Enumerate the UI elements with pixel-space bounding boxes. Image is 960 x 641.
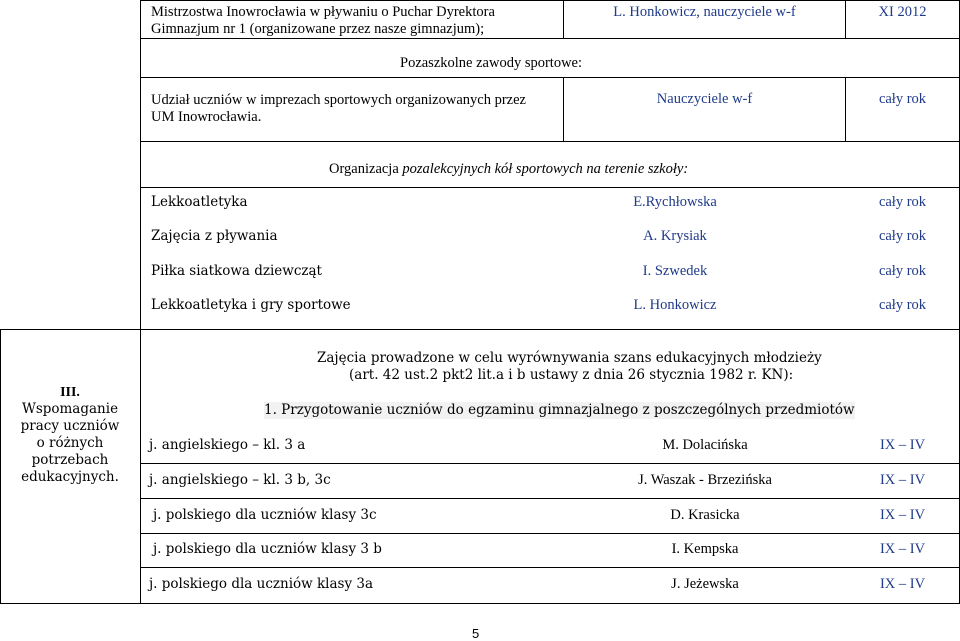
club-row-teacher: L. Honkowicz <box>633 297 717 313</box>
clubs-heading <box>329 161 688 178</box>
border-row1-bottom <box>140 38 960 39</box>
club-row-term: cały rok <box>878 263 927 279</box>
sec3-row-grades: IX – IV <box>879 576 926 592</box>
row1-date: XI 2012 <box>878 4 927 20</box>
border-sports-col3 <box>845 77 846 141</box>
border-sec3-row1-bottom <box>140 463 960 464</box>
sports-item-line1: Udział uczniów w imprezach sportowych organizowanych przez <box>151 92 526 108</box>
page-number: 5 <box>472 626 480 641</box>
club-row-term: cały rok <box>878 194 927 210</box>
border-sec3-row4-bottom <box>140 567 960 568</box>
sec3-row-subject: j. polskiego dla uczniów klasy 3c <box>153 507 377 523</box>
sec3-row-teacher: J. Waszak - Brzezińska <box>638 472 772 488</box>
sec3-row-teacher: I. Kempska <box>671 541 739 557</box>
club-row-teacher: I. Szwedek <box>642 263 708 279</box>
club-row-term: cały rok <box>878 297 927 313</box>
border-left <box>140 0 141 603</box>
club-row-activity: Zajęcia z pływania <box>151 228 278 244</box>
section3-heading-line2: (art. 42 ust.2 pkt2 lit.a i b ustawy z dnia 26 stycznia 1982 r. KN): <box>349 367 794 383</box>
sec3-row-teacher: M. Dolacińska <box>662 437 748 453</box>
section3-label-line: Wspomaganie <box>21 401 119 417</box>
section3-label-line: pracy uczniów <box>20 418 120 434</box>
club-row-term: cały rok <box>878 228 927 244</box>
border-sports-bottom <box>140 141 960 142</box>
club-row-activity: Piłka siatkowa dziewcząt <box>151 263 322 279</box>
sec3-row-subject: j. angielskiego – kl. 3 b, 3c <box>149 472 331 488</box>
section3-label-line: o różnych <box>36 435 104 451</box>
sec3-row-grades: IX – IV <box>879 541 926 557</box>
sec3-row-grades: IX – IV <box>879 472 926 488</box>
border-sports-heading-bottom <box>140 77 960 78</box>
section3-subheading: 1. Przygotowanie uczniów do egzaminu gimnazjalnego z poszczególnych przedmiotów <box>264 402 855 418</box>
sec3-row-grades: IX – IV <box>879 437 926 453</box>
clubs-heading-prefix: Organizacja <box>329 161 403 177</box>
section3-label-line: edukacyjnych. <box>21 469 119 485</box>
sports-teacher: Nauczyciele w-f <box>656 91 753 107</box>
club-row-activity: Lekkoatletyka <box>151 194 248 210</box>
club-row-teacher: A. Krysiak <box>643 228 707 244</box>
border-sec3-row3-bottom <box>140 533 960 534</box>
club-row-teacher: E.Rychłowska <box>633 194 717 210</box>
sec3-row-teacher: J. Jeżewska <box>671 576 739 592</box>
border-top <box>140 0 960 1</box>
row1-title-line1: Mistrzostwa Inowrocławia w pływaniu o Puchar Dyrektora <box>151 4 495 20</box>
section3-heading-line1: Zajęcia prowadzone w celu wyrównywania szans edukacyjnych młodzieży <box>317 350 822 366</box>
border-clubs-bottom <box>0 329 960 330</box>
section3-label-line: potrzebach <box>31 452 109 468</box>
border-sec3-row2-bottom <box>140 498 960 499</box>
sec3-row-subject: j. angielskiego – kl. 3 a <box>149 437 306 453</box>
sports-item-line2: UM Inowrocławia. <box>151 109 262 125</box>
sec3-row-grades: IX – IV <box>879 507 926 523</box>
row1-title-line2: Gimnazjum nr 1 (organizowane przez nasze gimnazjum); <box>151 21 485 37</box>
club-row-activity: Lekkoatletyka i gry sportowe <box>151 297 351 313</box>
row1-teacher: L. Honkowicz, nauczyciele w-f <box>613 4 796 20</box>
border-clubs-heading-bottom <box>140 187 960 188</box>
clubs-heading-italic: pozalekcyjnych kół sportowych na terenie szkoły: <box>402 161 689 177</box>
sec3-row-subject: j. polskiego dla uczniów klasy 3a <box>149 576 374 592</box>
section3-number: III. <box>60 385 80 400</box>
sports-heading: Pozaszkolne zawody sportowe: <box>400 55 583 71</box>
sec3-row-teacher: D. Krasicka <box>670 507 740 523</box>
border-sports-col2 <box>563 77 564 141</box>
sports-term: cały rok <box>878 91 927 107</box>
sec3-row-subject: j. polskiego dla uczniów klasy 3 b <box>153 541 382 557</box>
border-bottom <box>0 603 960 604</box>
